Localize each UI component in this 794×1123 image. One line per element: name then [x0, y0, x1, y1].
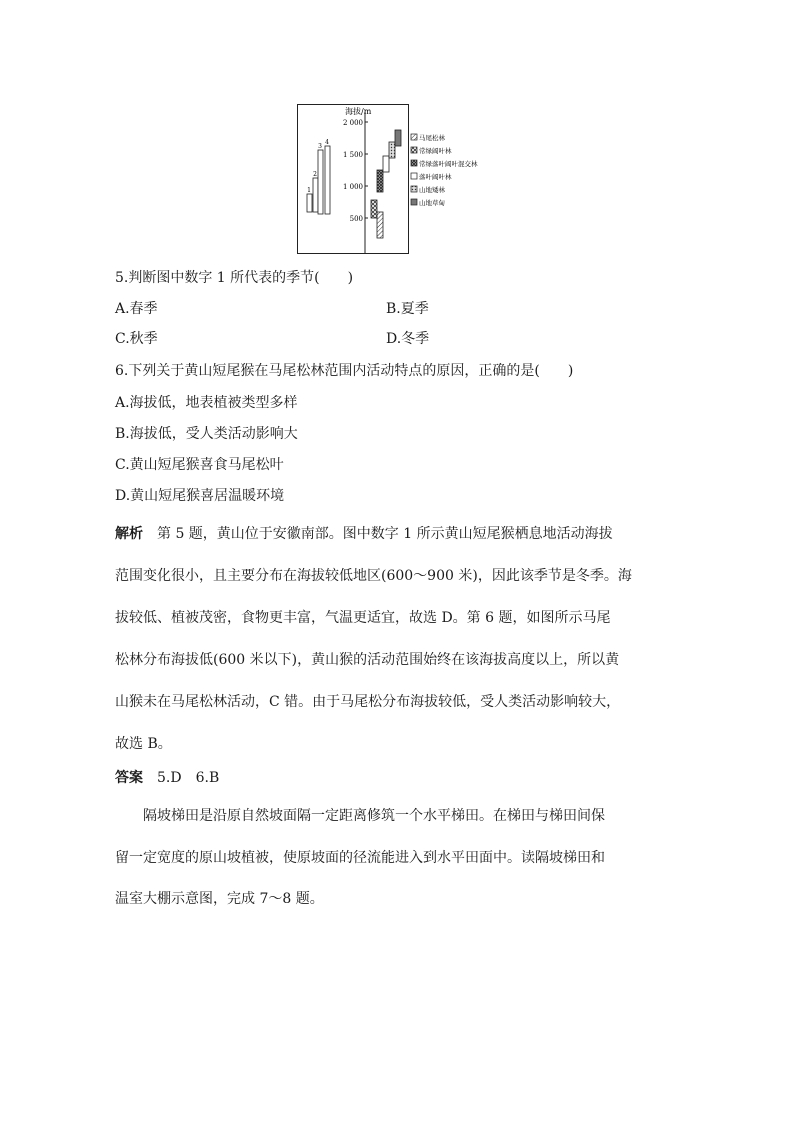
season-number: 1: [307, 187, 311, 194]
tick-label: 1 500: [342, 151, 363, 159]
answer-text: 5.D 6.B: [157, 770, 220, 786]
q6-option-b[interactable]: B.海拔低，受人类活动影响大: [115, 426, 298, 442]
altitude-figure: [297, 104, 510, 254]
legend-label: 落叶阔叶林: [419, 173, 452, 181]
q6-stem: 6.下列关于黄山短尾猴在马尾松林范围内活动特点的原因，正确的是( ): [115, 363, 574, 379]
analysis-line-6: 故选 B。: [115, 736, 172, 752]
intro-line-3: 温室大棚示意图，完成 7～8 题。: [115, 891, 324, 907]
season-bar: [325, 146, 330, 214]
season-number: 4: [325, 139, 329, 146]
legend-label: 常绿落叶阔叶混交林: [419, 160, 478, 168]
legend-label: 山地矮林: [419, 186, 445, 194]
legend: [411, 133, 478, 207]
intro-line-2: 留一定宽度的原山坡植被，使原坡面的径流能进入到水平田面中。读隔坡梯田和: [115, 850, 605, 866]
legend-swatch: [411, 186, 417, 192]
q5-option-b[interactable]: B.夏季: [386, 301, 429, 317]
legend-label: 常绿阔叶林: [419, 147, 452, 155]
vegetation-band: [395, 130, 401, 146]
tick-label: 2 000: [342, 119, 363, 127]
vegetation-band: [371, 200, 377, 218]
legend-swatch: [411, 173, 417, 179]
season-bar: [318, 150, 323, 214]
vegetation-band: [377, 170, 383, 192]
analysis-line-5: 山猴未在马尾松林活动，C 错。由于马尾松分布海拔较低，受人类活动影响较大，: [115, 694, 621, 710]
intro-line-1: 隔坡梯田是沿原自然坡面隔一定距离修筑一个水平梯田。在梯田与梯田间保: [143, 808, 605, 824]
altitude-chart: [297, 104, 510, 254]
q5-stem: 5.判断图中数字 1 所代表的季节( ): [115, 270, 354, 286]
q5-option-a[interactable]: A.春季: [115, 301, 158, 317]
q5-option-c[interactable]: C.秋季: [115, 331, 158, 347]
season-number: 2: [313, 171, 317, 178]
q6-option-c[interactable]: C.黄山短尾猴喜食马尾松叶: [115, 457, 284, 473]
legend-swatch: [411, 147, 417, 153]
season-number: 3: [318, 143, 322, 150]
legend-label: 马尾松林: [419, 134, 445, 142]
vegetation-band: [389, 142, 395, 158]
analysis-line-4: 松林分布海拔低(600 米以下)，黄山猴的活动范围始终在该海拔高度以上，所以黄: [115, 652, 620, 668]
analysis-line-3: 拔较低、植被茂密，食物更丰富，气温更适宜，故选 D。第 6 题，如图所示马尾: [115, 610, 611, 626]
analysis-label: 解析: [115, 526, 143, 542]
season-bar: [313, 178, 318, 212]
season-bar: [307, 194, 312, 212]
vegetation-band: [383, 156, 389, 172]
legend-swatch: [411, 134, 417, 140]
vegetation-band: [377, 212, 383, 238]
legend-swatch: [411, 199, 417, 205]
q5-option-d[interactable]: D.冬季: [386, 331, 430, 347]
answer-label: 答案: [115, 770, 143, 786]
analysis-line-2: 范围变化很小，且主要分布在海拔较低地区(600～900 米)，因此该季节是冬季。海: [115, 568, 632, 584]
analysis-line-1: 解析 第 5 题，黄山位于安徽南部。图中数字 1 所示黄山短尾猴栖息地活动海拔: [115, 526, 613, 542]
q6-option-a[interactable]: A.海拔低，地表植被类型多样: [115, 395, 298, 411]
tick-label: 500: [349, 215, 363, 223]
q6-option-d[interactable]: D.黄山短尾猴喜居温暖环境: [115, 488, 285, 504]
legend-swatch: [411, 160, 417, 166]
axis-title: 海拔/m: [345, 107, 372, 116]
answer-line: [115, 768, 219, 788]
legend-label: 山地草甸: [419, 199, 445, 207]
tick-label: 1 000: [342, 183, 363, 191]
